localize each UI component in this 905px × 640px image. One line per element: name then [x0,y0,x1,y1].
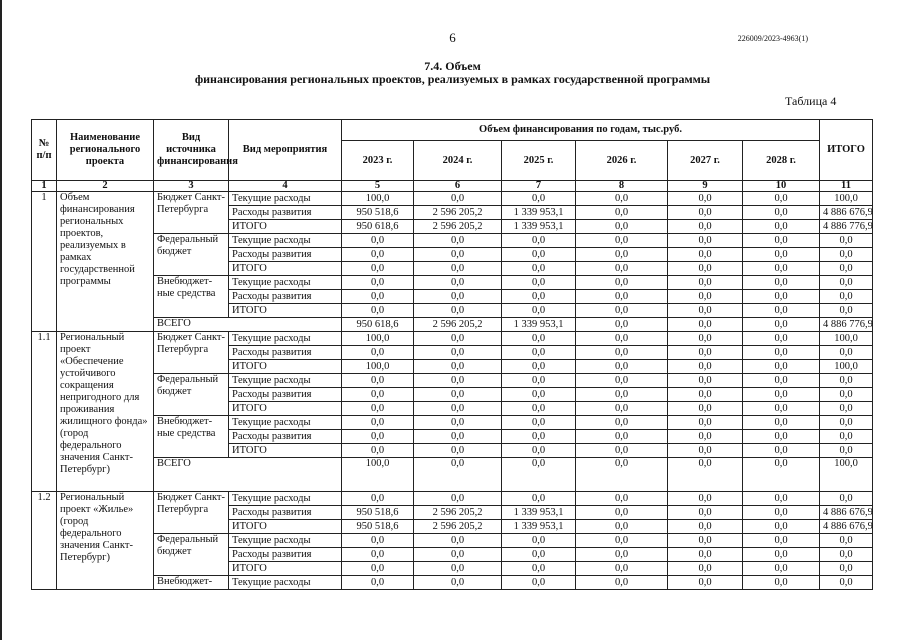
cell-value: 0,0 [414,402,502,416]
cell-grand-total: 4 886 776,9 [820,318,873,332]
cell-value: 0,0 [668,304,743,318]
cell-value: 0,0 [576,304,668,318]
event-type: Текущие расходы [229,534,342,548]
cell-total: 100,0 [820,360,873,374]
cell-value: 0,0 [414,234,502,248]
cell-value: 0,0 [414,416,502,430]
cell-value: 0,0 [743,248,820,262]
cell-total-value: 0,0 [414,458,502,492]
event-type: ИТОГО [229,520,342,534]
cell-total: 0,0 [820,402,873,416]
cell-value: 0,0 [743,492,820,506]
cell-total-value: 0,0 [576,318,668,332]
cell-value: 0,0 [342,304,414,318]
cell-value: 0,0 [743,192,820,206]
cell-value: 0,0 [668,430,743,444]
cell-value: 0,0 [502,548,576,562]
total-row [32,318,873,332]
event-type: Текущие расходы [229,492,342,506]
event-type: Текущие расходы [229,416,342,430]
cell-total-value: 0,0 [502,458,576,492]
header-volume: Объем финансирования по годам, тыс.руб. [342,120,820,141]
cell-value: 0,0 [342,234,414,248]
cell-value: 0,0 [576,444,668,458]
event-type: Расходы развития [229,206,342,220]
event-type: Текущие расходы [229,192,342,206]
cell-value: 0,0 [668,492,743,506]
cell-value: 0,0 [414,192,502,206]
event-type: ИТОГО [229,262,342,276]
total-label: ВСЕГО [154,318,342,332]
cell-value: 0,0 [576,416,668,430]
cell-value: 0,0 [743,304,820,318]
cell-value: 0,0 [576,346,668,360]
cell-value: 0,0 [576,402,668,416]
cell-value: 0,0 [668,276,743,290]
table-row [32,192,873,206]
cell-value: 0,0 [502,374,576,388]
table-row [32,234,873,248]
cell-value: 0,0 [576,360,668,374]
column-number: 4 [229,181,342,192]
cell-value: 0,0 [743,576,820,590]
cell-value: 0,0 [668,534,743,548]
cell-value: 0,0 [743,444,820,458]
event-type: ИТОГО [229,444,342,458]
cell-value: 0,0 [576,332,668,346]
cell-total: 0,0 [820,346,873,360]
cell-total: 4 886 676,9 [820,520,873,534]
cell-total-value: 0,0 [743,318,820,332]
event-type: Расходы развития [229,548,342,562]
cell-total-value: 0,0 [576,458,668,492]
cell-value: 1 339 953,1 [502,206,576,220]
cell-value: 0,0 [342,444,414,458]
cell-value: 0,0 [502,430,576,444]
column-number: 10 [743,181,820,192]
cell-total-value: 1 339 953,1 [502,318,576,332]
cell-total-value: 100,0 [342,458,414,492]
cell-value: 0,0 [743,206,820,220]
cell-value: 0,0 [502,304,576,318]
cell-value: 0,0 [576,262,668,276]
cell-value: 0,0 [668,506,743,520]
table-row [32,492,873,506]
cell-value: 2 596 205,2 [414,520,502,534]
cell-value: 0,0 [502,234,576,248]
cell-value: 0,0 [502,402,576,416]
cell-value: 0,0 [576,206,668,220]
cell-value: 0,0 [502,416,576,430]
cell-value: 0,0 [743,520,820,534]
cell-value: 0,0 [502,444,576,458]
event-type: Расходы развития [229,290,342,304]
cell-value: 0,0 [342,402,414,416]
cell-value: 0,0 [414,248,502,262]
funding-source: Бюджет Санкт-Петербурга [154,192,229,234]
table-row [32,374,873,388]
section-title-line-1: 7.4. Объем [424,59,481,73]
header-year: 2027 г. [668,141,743,181]
document-number: 226009/2023-4963(1) [737,34,808,43]
cell-value: 0,0 [743,360,820,374]
funding-source: Внебюджет- [154,576,229,590]
funding-source: Федеральный бюджет [154,374,229,416]
cell-value: 0,0 [414,304,502,318]
cell-total: 0,0 [820,276,873,290]
cell-value: 2 596 205,2 [414,506,502,520]
event-type: ИТОГО [229,360,342,374]
cell-value: 0,0 [414,444,502,458]
cell-value: 0,0 [743,506,820,520]
event-type: Текущие расходы [229,276,342,290]
cell-value: 0,0 [502,360,576,374]
column-number: 7 [502,181,576,192]
cell-value: 1 339 953,1 [502,220,576,234]
column-number: 11 [820,181,873,192]
cell-total: 100,0 [820,332,873,346]
cell-total: 4 886 676,9 [820,506,873,520]
event-type: Расходы развития [229,346,342,360]
cell-value: 0,0 [743,534,820,548]
table-header [32,120,873,192]
cell-value: 0,0 [342,388,414,402]
cell-value: 0,0 [502,562,576,576]
cell-total: 0,0 [820,576,873,590]
cell-total: 0,0 [820,430,873,444]
table-label: Таблица 4 [785,94,837,108]
cell-value: 0,0 [743,374,820,388]
cell-total: 0,0 [820,374,873,388]
cell-value: 0,0 [743,548,820,562]
funding-source: Внебюджет-ные средства [154,276,229,318]
header-event: Вид мероприятия [229,120,342,181]
funding-source: Федеральный бюджет [154,234,229,276]
cell-value: 0,0 [342,276,414,290]
column-number: 1 [32,181,57,192]
cell-total: 4 886 776,9 [820,220,873,234]
column-number: 5 [342,181,414,192]
cell-value: 0,0 [576,290,668,304]
cell-value: 0,0 [743,220,820,234]
page-left-edge [0,0,2,640]
cell-value: 0,0 [342,248,414,262]
cell-value: 0,0 [668,444,743,458]
table-row [32,534,873,548]
cell-value: 0,0 [342,290,414,304]
cell-value: 0,0 [502,192,576,206]
header-year: 2026 г. [576,141,668,181]
project-number: 1.1 [32,332,57,492]
cell-value: 0,0 [342,416,414,430]
event-type: Расходы развития [229,506,342,520]
cell-value: 0,0 [576,492,668,506]
cell-value: 0,0 [414,276,502,290]
cell-value: 0,0 [342,346,414,360]
project-name: Объем финансирования региональных проектов, реализуемых в рамках государственной программы [57,192,154,332]
table-row [32,332,873,346]
cell-value: 0,0 [743,562,820,576]
header-total: ИТОГО [820,120,873,181]
cell-value: 0,0 [414,548,502,562]
cell-total: 0,0 [820,290,873,304]
table-row [32,576,873,590]
cell-value: 0,0 [668,374,743,388]
cell-value: 0,0 [668,562,743,576]
cell-value: 2 596 205,2 [414,206,502,220]
project-name: Региональный проект «Обеспечение устойчивого сокращения непригодного для проживания жилищного фонда» (город федерального значения Санкт-Петербург) [57,332,154,492]
cell-value: 1 339 953,1 [502,520,576,534]
cell-value: 0,0 [414,346,502,360]
header-year: 2025 г. [502,141,576,181]
cell-total: 0,0 [820,248,873,262]
cell-value: 0,0 [576,374,668,388]
column-number: 9 [668,181,743,192]
table-row [32,276,873,290]
cell-value: 0,0 [668,234,743,248]
funding-source: Бюджет Санкт-Петербурга [154,492,229,534]
total-label: ВСЕГО [154,458,342,492]
total-row [32,458,873,492]
cell-value: 0,0 [576,520,668,534]
cell-value: 0,0 [668,402,743,416]
cell-value: 0,0 [414,290,502,304]
cell-value: 0,0 [414,332,502,346]
event-type: Текущие расходы [229,332,342,346]
cell-value: 0,0 [342,492,414,506]
cell-value: 0,0 [668,388,743,402]
section-title-line-2: финансирования региональных проектов, реализуемых в рамках государственной программы [194,72,711,86]
financing-table [31,119,873,590]
cell-value: 0,0 [668,220,743,234]
cell-total: 0,0 [820,548,873,562]
funding-source: Внебюджет-ные средства [154,416,229,458]
cell-value: 0,0 [576,430,668,444]
project-number: 1.2 [32,492,57,590]
cell-value: 0,0 [342,374,414,388]
cell-value: 0,0 [576,248,668,262]
funding-source: Федеральный бюджет [154,534,229,576]
cell-value: 0,0 [576,534,668,548]
cell-value: 0,0 [668,576,743,590]
cell-value: 0,0 [743,402,820,416]
cell-total: 0,0 [820,416,873,430]
project-name: Региональный проект «Жилье» (город федерального значения Санкт-Петербург) [57,492,154,590]
cell-value: 0,0 [414,374,502,388]
cell-total-value: 950 618,6 [342,318,414,332]
column-number: 6 [414,181,502,192]
cell-value: 0,0 [576,388,668,402]
header-year: 2023 г. [342,141,414,181]
event-type: Текущие расходы [229,374,342,388]
cell-value: 950 518,6 [342,520,414,534]
cell-value: 0,0 [743,430,820,444]
cell-value: 0,0 [576,220,668,234]
cell-value: 0,0 [576,234,668,248]
cell-value: 0,0 [743,290,820,304]
cell-value: 0,0 [668,416,743,430]
event-type: Расходы развития [229,430,342,444]
cell-value: 0,0 [502,576,576,590]
cell-value: 0,0 [414,492,502,506]
cell-value: 0,0 [342,562,414,576]
cell-value: 0,0 [342,534,414,548]
cell-value: 0,0 [576,562,668,576]
cell-total-value: 0,0 [743,458,820,492]
cell-value: 0,0 [668,520,743,534]
event-type: Текущие расходы [229,576,342,590]
cell-total: 0,0 [820,262,873,276]
cell-total: 0,0 [820,304,873,318]
header-num: № п/п [32,120,57,181]
event-type: ИТОГО [229,220,342,234]
header-year: 2024 г. [414,141,502,181]
cell-value: 0,0 [668,206,743,220]
event-type: Текущие расходы [229,234,342,248]
cell-total-value: 0,0 [668,458,743,492]
column-number: 8 [576,181,668,192]
cell-value: 0,0 [743,346,820,360]
column-number: 2 [57,181,154,192]
funding-source: Бюджет Санкт-Петербурга [154,332,229,374]
cell-value: 0,0 [502,332,576,346]
event-type: ИТОГО [229,304,342,318]
cell-value: 0,0 [414,388,502,402]
cell-value: 0,0 [502,248,576,262]
cell-value: 0,0 [743,416,820,430]
cell-total: 0,0 [820,492,873,506]
cell-total: 4 886 676,9 [820,206,873,220]
cell-value: 0,0 [668,548,743,562]
header-source: Вид источника финансирования [154,120,229,181]
cell-total: 0,0 [820,388,873,402]
cell-total: 0,0 [820,562,873,576]
event-type: Расходы развития [229,248,342,262]
cell-value: 0,0 [502,492,576,506]
page-number: 6 [449,30,456,45]
project-number: 1 [32,192,57,332]
cell-value: 0,0 [502,262,576,276]
cell-total-value: 0,0 [668,318,743,332]
cell-value: 0,0 [576,548,668,562]
section-title [0,60,905,86]
cell-value: 0,0 [502,388,576,402]
cell-value: 0,0 [414,576,502,590]
cell-value: 0,0 [743,276,820,290]
column-number: 3 [154,181,229,192]
cell-value: 0,0 [414,262,502,276]
table-body [32,192,873,590]
cell-value: 0,0 [342,262,414,276]
cell-value: 0,0 [502,276,576,290]
cell-value: 0,0 [743,332,820,346]
cell-value: 0,0 [502,346,576,360]
cell-value: 0,0 [668,248,743,262]
cell-value: 0,0 [668,346,743,360]
cell-value: 100,0 [342,332,414,346]
cell-value: 0,0 [342,548,414,562]
header-project-name: Наименование регионального проекта [57,120,154,181]
cell-value: 0,0 [668,360,743,374]
cell-value: 0,0 [414,534,502,548]
cell-value: 950 618,6 [342,220,414,234]
header-year: 2028 г. [743,141,820,181]
cell-value: 0,0 [414,360,502,374]
cell-value: 0,0 [342,430,414,444]
cell-value: 0,0 [743,388,820,402]
cell-value: 0,0 [576,506,668,520]
cell-total-value: 2 596 205,2 [414,318,502,332]
table-row [32,416,873,430]
cell-value: 0,0 [414,562,502,576]
cell-value: 0,0 [743,262,820,276]
cell-value: 0,0 [414,430,502,444]
cell-value: 0,0 [668,332,743,346]
event-type: ИТОГО [229,402,342,416]
cell-value: 0,0 [576,192,668,206]
cell-value: 0,0 [576,276,668,290]
cell-total: 0,0 [820,444,873,458]
event-type: Расходы развития [229,388,342,402]
cell-total: 0,0 [820,534,873,548]
cell-value: 0,0 [668,192,743,206]
cell-value: 0,0 [502,290,576,304]
cell-value: 0,0 [668,290,743,304]
cell-value: 0,0 [342,576,414,590]
cell-total: 100,0 [820,192,873,206]
cell-value: 0,0 [576,576,668,590]
cell-value: 0,0 [743,234,820,248]
cell-value: 950 518,6 [342,206,414,220]
cell-value: 2 596 205,2 [414,220,502,234]
cell-value: 100,0 [342,360,414,374]
cell-value: 1 339 953,1 [502,506,576,520]
cell-value: 100,0 [342,192,414,206]
cell-total: 0,0 [820,234,873,248]
cell-grand-total: 100,0 [820,458,873,492]
event-type: ИТОГО [229,562,342,576]
cell-value: 950 518,6 [342,506,414,520]
cell-value: 0,0 [502,534,576,548]
cell-value: 0,0 [668,262,743,276]
